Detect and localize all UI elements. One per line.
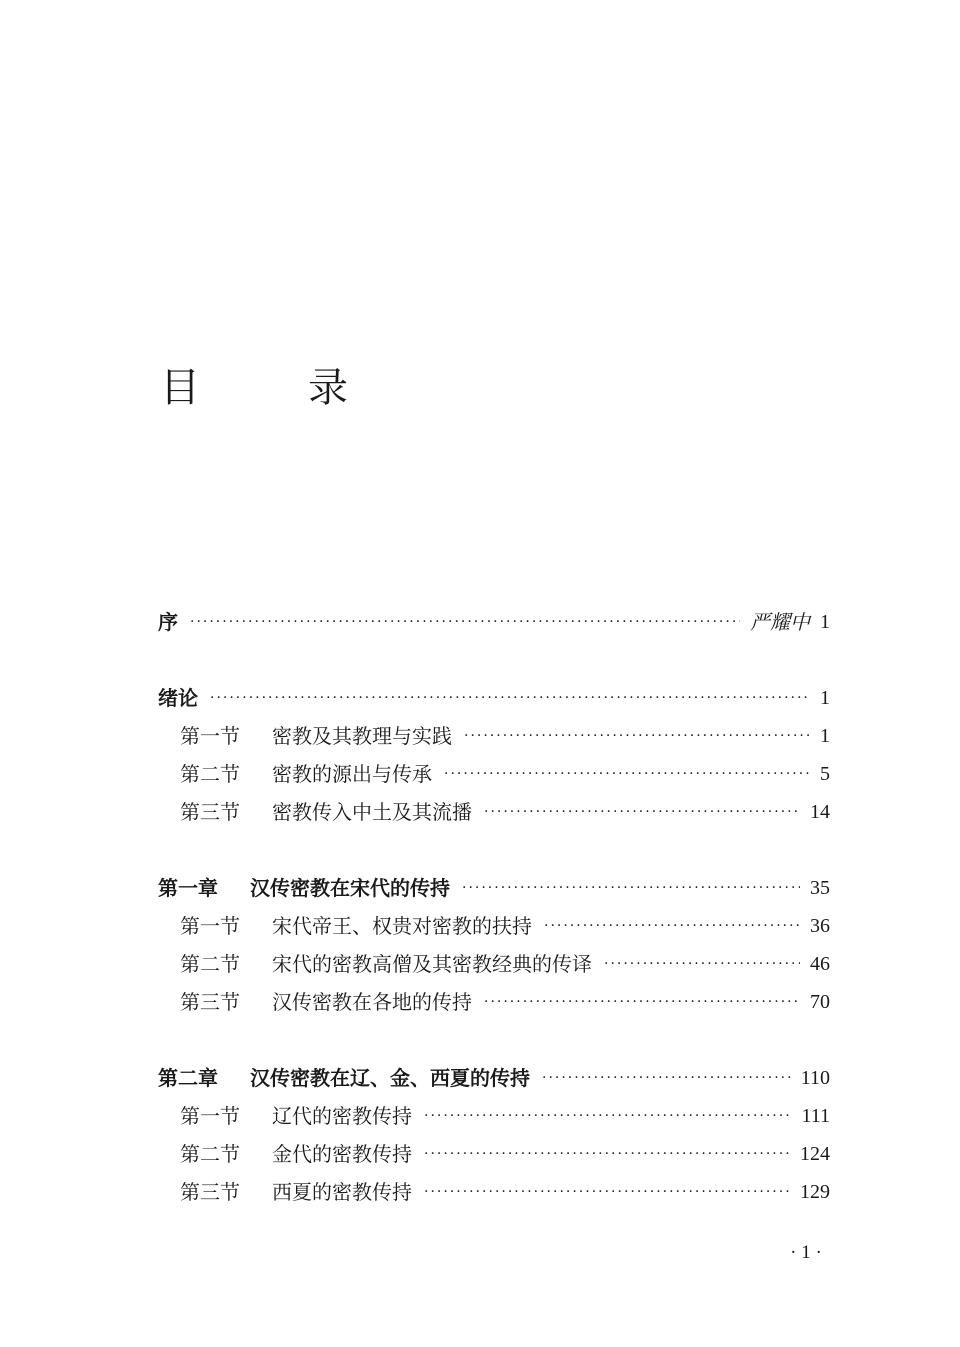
dot-leader	[190, 605, 740, 639]
toc-section-title: 宋代的密教高僧及其密教经典的传译	[272, 952, 592, 976]
dot-leader	[464, 719, 810, 753]
dot-leader	[604, 947, 800, 981]
toc-chapter-label: 第一章	[158, 876, 218, 900]
toc-section-title: 辽代的密教传持	[272, 1104, 412, 1128]
toc-page-number: 14	[810, 801, 830, 823]
dot-leader	[484, 985, 800, 1019]
toc-section-label: 第三节	[180, 990, 240, 1014]
toc-section-label: 第二节	[180, 1142, 240, 1166]
toc-section[interactable]	[180, 947, 830, 981]
toc-section[interactable]	[180, 985, 830, 1019]
toc-page-number: 1	[820, 611, 830, 633]
toc-page-number: 110	[800, 1067, 830, 1089]
dot-leader	[484, 795, 800, 829]
toc-section-label: 第二节	[180, 762, 240, 786]
toc-page-number: 35	[810, 877, 830, 899]
toc-section[interactable]	[180, 795, 830, 829]
toc-section-label: 第一节	[180, 724, 240, 748]
dot-leader	[210, 681, 810, 715]
toc-page-number: 1	[820, 725, 830, 747]
toc-page-number: 111	[801, 1105, 830, 1127]
toc-section-title: 密教的源出与传承	[272, 762, 432, 786]
toc-section[interactable]	[180, 719, 830, 753]
toc-chapter-label: 第二章	[158, 1066, 218, 1090]
toc-page-number: 70	[810, 991, 830, 1013]
toc-section-title: 宋代帝王、权贵对密教的扶持	[272, 914, 532, 938]
toc-section[interactable]	[180, 1099, 830, 1133]
toc-page-number: 46	[810, 953, 830, 975]
toc-page-number: 36	[810, 915, 830, 937]
page-number: · 1 ·	[790, 1242, 822, 1263]
toc-section-label: 第二节	[180, 952, 240, 976]
toc-section[interactable]	[180, 909, 830, 943]
toc-section-title: 汉传密教在各地的传持	[272, 990, 472, 1014]
toc-entry-chapter-1[interactable]	[158, 871, 830, 905]
preface-author: 严耀中	[750, 610, 810, 634]
dot-leader	[462, 871, 800, 905]
toc-section[interactable]	[180, 1137, 830, 1171]
toc-section[interactable]	[180, 1175, 830, 1209]
dot-leader	[542, 1061, 791, 1095]
dot-leader	[544, 909, 800, 943]
toc-entry-title: 汉传密教在辽、金、西夏的传持	[250, 1066, 530, 1090]
toc-entry-label: 序	[158, 610, 178, 634]
toc-entry-title: 绪论	[158, 686, 198, 710]
page-title: 目 录	[160, 365, 382, 411]
toc-section-title: 西夏的密教传持	[272, 1180, 412, 1204]
toc-page-number: 1	[820, 687, 830, 709]
toc-entry-intro[interactable]	[158, 681, 830, 715]
dot-leader	[444, 757, 810, 791]
toc-section-label: 第三节	[180, 1180, 240, 1204]
dot-leader	[424, 1175, 790, 1209]
toc-section-title: 密教传入中土及其流播	[272, 800, 472, 824]
toc-entry-chapter-2[interactable]	[158, 1061, 830, 1095]
toc-entry-title: 汉传密教在宋代的传持	[250, 876, 450, 900]
toc-page-number: 124	[800, 1143, 830, 1165]
toc-section-title: 密教及其教理与实践	[272, 724, 452, 748]
toc-entry-preface[interactable]	[158, 605, 830, 639]
toc-page-number: 5	[820, 763, 830, 785]
toc-section-label: 第一节	[180, 914, 240, 938]
toc-section-label: 第一节	[180, 1104, 240, 1128]
toc-page-number: 129	[800, 1181, 830, 1203]
dot-leader	[424, 1137, 790, 1171]
dot-leader	[424, 1099, 791, 1133]
toc-section-title: 金代的密教传持	[272, 1142, 412, 1166]
toc-section[interactable]	[180, 757, 830, 791]
toc-section-label: 第三节	[180, 800, 240, 824]
